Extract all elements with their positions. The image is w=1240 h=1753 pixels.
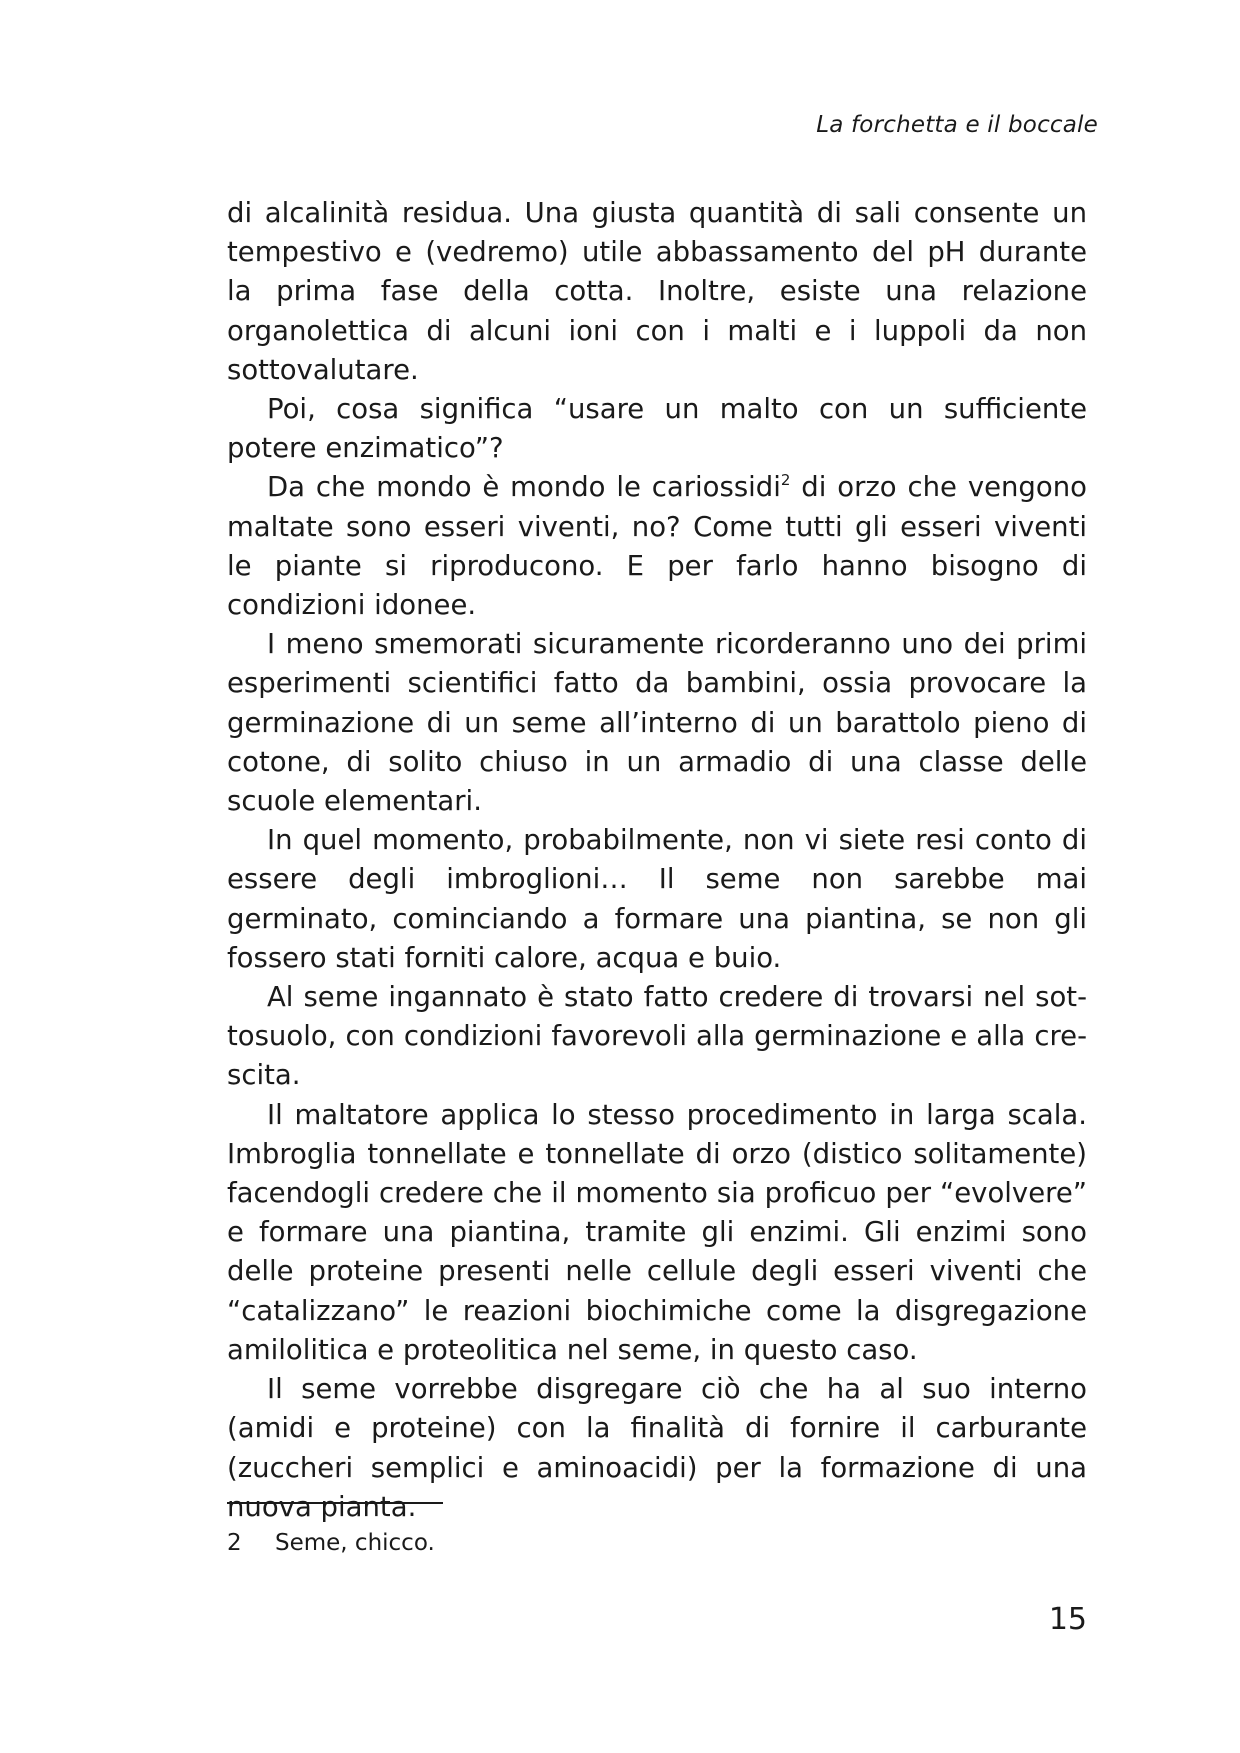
footnote-divider	[227, 1502, 443, 1504]
paragraph-3-end: di orzo che vengono maltate sono esseri viventi, no? Come tutti gli esseri viventi le piante si riproducono. E per farlo hanno bisogno di condizioni idonee.	[227, 471, 1087, 622]
paragraph-6: Al seme ingannato è stato fatto credere di trovarsi nel sottosuolo, con condizioni favorevoli alla germinazione e alla crescita.	[227, 981, 1087, 1092]
footnote-reference: 2	[780, 471, 791, 490]
running-header: La forchetta e il boccale	[816, 112, 1098, 138]
paragraph-8: Il seme vorrebbe disgregare ciò che ha al suo interno (amidi e proteine) con la finalità di fornire il carburante (zuccheri semplici e aminoacidi) per la formazione di una nuova pianta.	[227, 1373, 1087, 1523]
paragraph-7: Il maltatore applica lo stesso procedimento in larga scala. Imbroglia tonnellate e tonnellate di orzo (distico solitamente) facendogli credere che il momento sia proficuo per “evolvere” e formare una piantina, tramite gli enzimi. Gli enzimi sono delle proteine presenti nelle cellule degli esseri viventi che “catalizzano” le reazioni biochimiche come la disgregazione amilolitica e proteolitica nel seme, in questo caso.	[227, 1098, 1087, 1366]
paragraph-3-start: Da che mondo è mondo le cariossidi	[267, 471, 781, 504]
paragraph-5: In quel momento, probabilmente, non vi siete resi conto di essere degli imbroglioni… Il seme non sarebbe mai germinato, cominciando a formare una piantina, se non gli fossero stati forniti calore, acqua e buio.	[227, 824, 1087, 974]
paragraph-2: Poi, cosa significa “usare un malto con un sufficiente potere enzimatico”?	[227, 393, 1087, 465]
paragraph-3	[227, 468, 1087, 625]
footnote-text: Seme, chicco.	[275, 1530, 435, 1556]
footnote-number: 2	[227, 1530, 242, 1556]
page-number: 15	[1048, 1602, 1087, 1637]
body-text	[227, 194, 1087, 1527]
paragraph-4: I meno smemorati sicuramente ricorderanno uno dei primi esperimenti scientifici fatto da bambini, ossia provocare la germinazione di un seme all’interno di un barattolo pieno di cotone, di solito chiuso in un armadio di una classe delle scuole elementari.	[227, 628, 1087, 818]
footnote	[227, 1528, 435, 1558]
paragraph-1: di alcalinità residua. Una giusta quantità di sali consente un tempestivo e (vedremo) utile abbassamento del pH durante la prima fase della cotta. Inoltre, esiste una relazione organolettica di alcuni ioni con i malti e i luppoli da non sottovalutare.	[227, 197, 1087, 386]
